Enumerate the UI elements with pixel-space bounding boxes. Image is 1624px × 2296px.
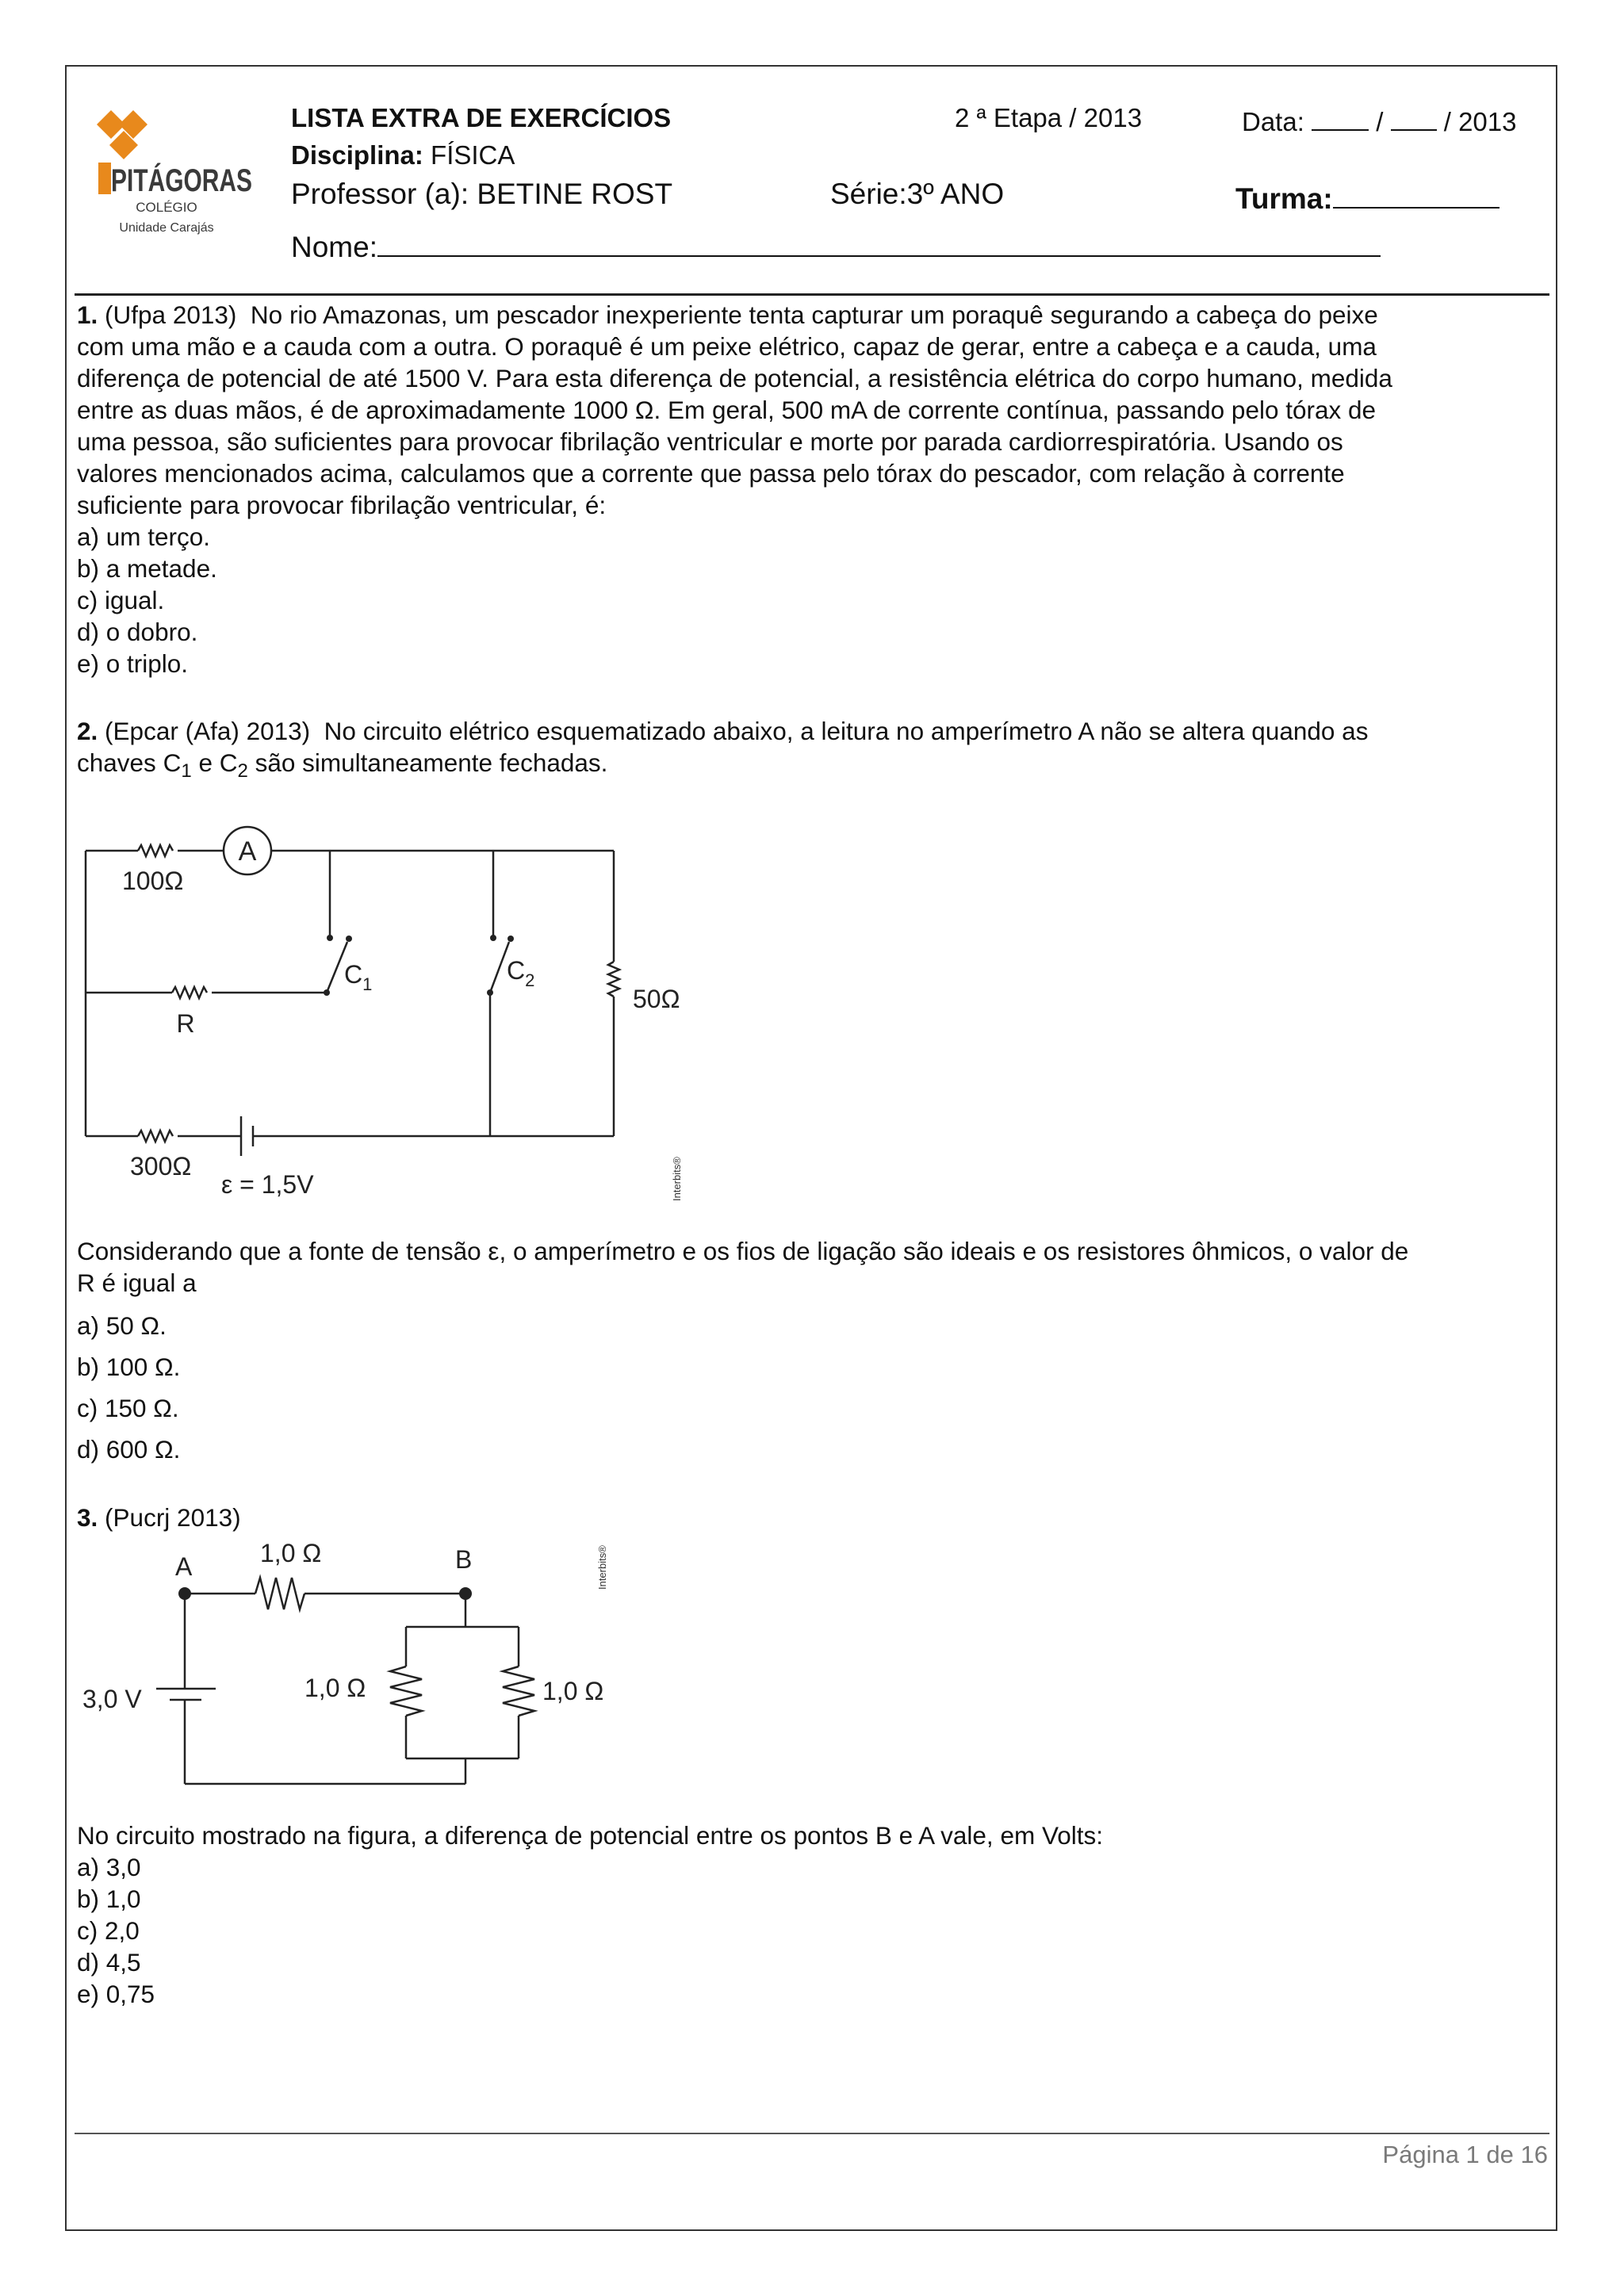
label-emf: ε = 1,5V (221, 1170, 314, 1199)
resistor-r-icon (172, 987, 207, 998)
resistor-100-icon (138, 845, 173, 856)
circuit-diagram-3 (75, 1538, 645, 1792)
page-number: Página 1 de 16 (1382, 2141, 1548, 2168)
question-3-text: No circuito mostrado na figura, a diferença de potencial entre os pontos B e A vale, em Volts: (77, 1821, 1103, 1850)
question-1-option-d: d) o dobro. (77, 618, 198, 646)
question-1-line-1: 1. (Ufpa 2013) No rio Amazonas, um pescador inexperiente tenta capturar um poraquê segurando a cabeça do peixe (77, 300, 1378, 329)
question-1-line-3: diferença de potencial de até 1500 V. Para esta diferença de potencial, a resistência elétrica do corpo humano, medida (77, 364, 1392, 392)
label-c1: $C_1$ (344, 960, 373, 994)
label-node-b: B (455, 1545, 473, 1574)
question-1-line-6: valores mencionados acima, calculamos que a corrente que passa pelo tórax do pescador, com relação à corrente (77, 459, 1345, 488)
question-2-after-2: R é igual a (77, 1269, 197, 1297)
question-2-line-1: 2. (Epcar (Afa) 2013) No circuito elétrico esquematizado abaixo, a leitura no amperímetro A não se altera quando as (77, 717, 1369, 745)
logo-text: PITÁGORAS (111, 163, 300, 198)
question-3-option-e: e) 0,75 (77, 1980, 155, 2008)
question-1-option-a: a) um terço. (77, 522, 211, 551)
discipline (291, 140, 515, 170)
question-1-line-2: com uma mão e a cauda com a outra. O poraquê é um peixe elétrico, capaz de gerar, entre a cabeça e a cauda, uma (77, 332, 1377, 361)
node-a-dot (178, 1587, 191, 1600)
date-day-blank[interactable] (1312, 103, 1369, 131)
question-1-option-b: b) a metade. (77, 554, 217, 583)
series: Série:3º ANO (830, 178, 1005, 210)
name-blank[interactable] (377, 226, 1381, 257)
question-2-body (77, 1235, 1552, 1470)
header-divider (75, 293, 1549, 296)
label-r: R (176, 1009, 195, 1038)
label-node-a: A (175, 1552, 193, 1581)
label-ammeter: A (238, 836, 257, 867)
question-2-option-c: c) 150 Ω. (77, 1394, 179, 1422)
date-field[interactable]: Data: / / 2013 (1242, 103, 1516, 137)
resistor-top-icon (255, 1578, 304, 1609)
question-1 (77, 299, 1552, 679)
question-1-option-c: c) igual. (77, 586, 165, 614)
date-label: Data: (1242, 107, 1304, 136)
label-r-top: 1,0 Ω (260, 1539, 322, 1567)
question-2-after-1: Considerando que a fonte de tensão ε, o amperímetro e os fios de ligação são ideais e os resistores ôhmicos, o valor de (77, 1237, 1409, 1265)
question-2-option-a: a) 50 Ω. (77, 1311, 167, 1340)
question-1-line-7: suficiente para provocar fibrilação ventricular, é: (77, 491, 607, 519)
question-1-line-5: uma pessoa, são suficientes para provocar fibrilação ventricular e morte por parada cardiorrespiratória. Usando os (77, 427, 1343, 456)
question-3-body (77, 1820, 1552, 2010)
question-2 (77, 715, 1552, 787)
label-r300: 300Ω (130, 1152, 192, 1181)
resistor-50-icon (608, 962, 619, 997)
question-1-option-e: e) o triplo. (77, 649, 189, 678)
school-logo (87, 107, 300, 242)
question-2-line-2: chaves $C_1$ e $C_2$ são simultaneamente fechadas. (77, 748, 608, 782)
logo-sub-unit: Unidade Carajás (119, 221, 214, 235)
credit-interbits-2: Interbits® (671, 1157, 683, 1201)
question-3-option-c: c) 2,0 (77, 1916, 140, 1945)
question-2-option-d: d) 600 Ω. (77, 1435, 181, 1464)
date-month-blank[interactable] (1391, 103, 1437, 131)
class-label: Turma: (1235, 182, 1333, 215)
label-r-left: 1,0 Ω (304, 1674, 366, 1702)
professor: Professor (a): BETINE ROST (291, 178, 673, 210)
label-r-right: 1,0 Ω (542, 1677, 604, 1705)
name-field[interactable] (291, 226, 1381, 264)
list-title: LISTA EXTRA DE EXERCÍCIOS (291, 103, 672, 132)
label-c2: $C_2$ (507, 956, 535, 990)
label-r100: 100Ω (122, 867, 184, 895)
circuit-diagram-2 (75, 817, 725, 1221)
question-2-option-b: b) 100 Ω. (77, 1353, 181, 1381)
resistor-left-icon (390, 1667, 422, 1716)
question-3-option-b: b) 1,0 (77, 1885, 141, 1913)
date-year: / 2013 (1443, 107, 1517, 136)
node-b-dot (459, 1587, 472, 1600)
stage: 2 ª Etapa / 2013 (955, 103, 1143, 132)
footer-divider (75, 2133, 1549, 2134)
resistor-right-icon (503, 1667, 534, 1716)
name-label: Nome: (291, 231, 377, 263)
resistor-300-icon (138, 1131, 173, 1142)
credit-interbits-3: Interbits® (596, 1545, 608, 1590)
question-3-option-a: a) 3,0 (77, 1853, 141, 1881)
discipline-label: Disciplina: (291, 140, 423, 170)
class-blank[interactable] (1333, 178, 1500, 209)
question-1-line-4: entre as duas mãos, é de aproximadamente 1000 Ω. Em geral, 500 mA de corrente contínua, passando pelo tórax de (77, 396, 1377, 424)
class-field[interactable] (1235, 178, 1500, 216)
discipline-value: FÍSICA (431, 140, 515, 170)
question-3-header: 3. (Pucrj 2013) (77, 1503, 241, 1532)
label-battery: 3,0 V (82, 1685, 142, 1713)
logo-sub-college: COLÉGIO (136, 200, 197, 215)
question-3-option-d: d) 4,5 (77, 1948, 141, 1976)
label-r50: 50Ω (633, 985, 680, 1013)
logo-mark-icon (87, 107, 300, 242)
